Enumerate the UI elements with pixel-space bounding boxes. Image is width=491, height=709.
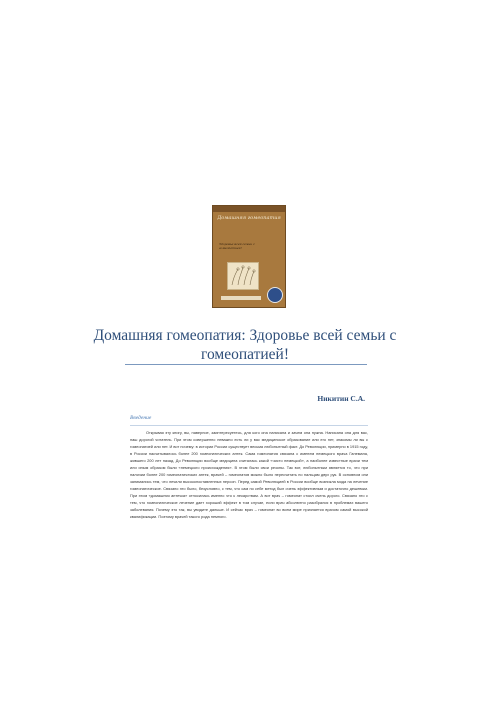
section-body-text: Открывая эту книгу, вы, наверное, заинтересуетесь, для кого она написана и зачем она нужна. Написана она для вас, наш дорогой читатель. При этом совершенно неважно есть ли у вас медицинское образование или его нет, знакомы ли вы с гомеопатией или нет. И вот почему: в истории России существует весьма любопытный факт. До Революции, примерно в 1915 году, в России насчитывалось более 200 гомеопатических аптек. Сама гомеопатия связана с именем немецкого врача Ганемана, жившего 200 лет назад. До Революции вообще медицина считалась какой «чисто немецкой», а наиболее известные врачи тем или иным образом были «немецкого происхождения». В этом были свои резоны. Так вот, любопытным является то, что при наличии более 200 гомеопатических аптек, врачей – гомеопатов можно было пересчитать по пальцам двух рук. В основном они занимались тем, что лечили высокопоставленных персон. Перед самой Революцией в России вообще возникла мода на лечение гомеопатическое. Связано это было, безусловно, с тем, что сам по себе метод был очень эффективным и достаточно дешевым. При этом «домашняя аптечка» относилась именно что к лекарствам. А вот врач – гомеопат стоил очень дорого. Связано это с тем, что гомеопатическое лечение дает хороший эффект в том случае, если врач абсолютно разобрался в проблемах вашего заболевания. Почему это так, вы увидите дальше. И сейчас врач – гомеопат во всем мире признается врачом самой высокой квалификации. Поэтому врачей такого рода немного. [130, 430, 368, 519]
title-divider [125, 364, 367, 365]
section-heading: Введение [130, 415, 152, 421]
cover-title: Домашняя гомеопатия [217, 215, 281, 221]
book-author: Никитин С.А. [317, 394, 365, 403]
cover-subtitle: Здоровье всей семьи с гомеопатией! [219, 242, 255, 250]
book-cover-image [212, 205, 286, 308]
cover-illustration [227, 262, 259, 290]
cover-footer-strip [221, 296, 261, 300]
cover-illustration-drawing [228, 263, 258, 289]
cover-badge-icon [267, 287, 283, 303]
book-title: Домашняя гомеопатия: Здоровье всей семьи с гомеопатией! [93, 327, 397, 363]
section-divider [130, 425, 368, 426]
cover-top-band [213, 206, 285, 212]
